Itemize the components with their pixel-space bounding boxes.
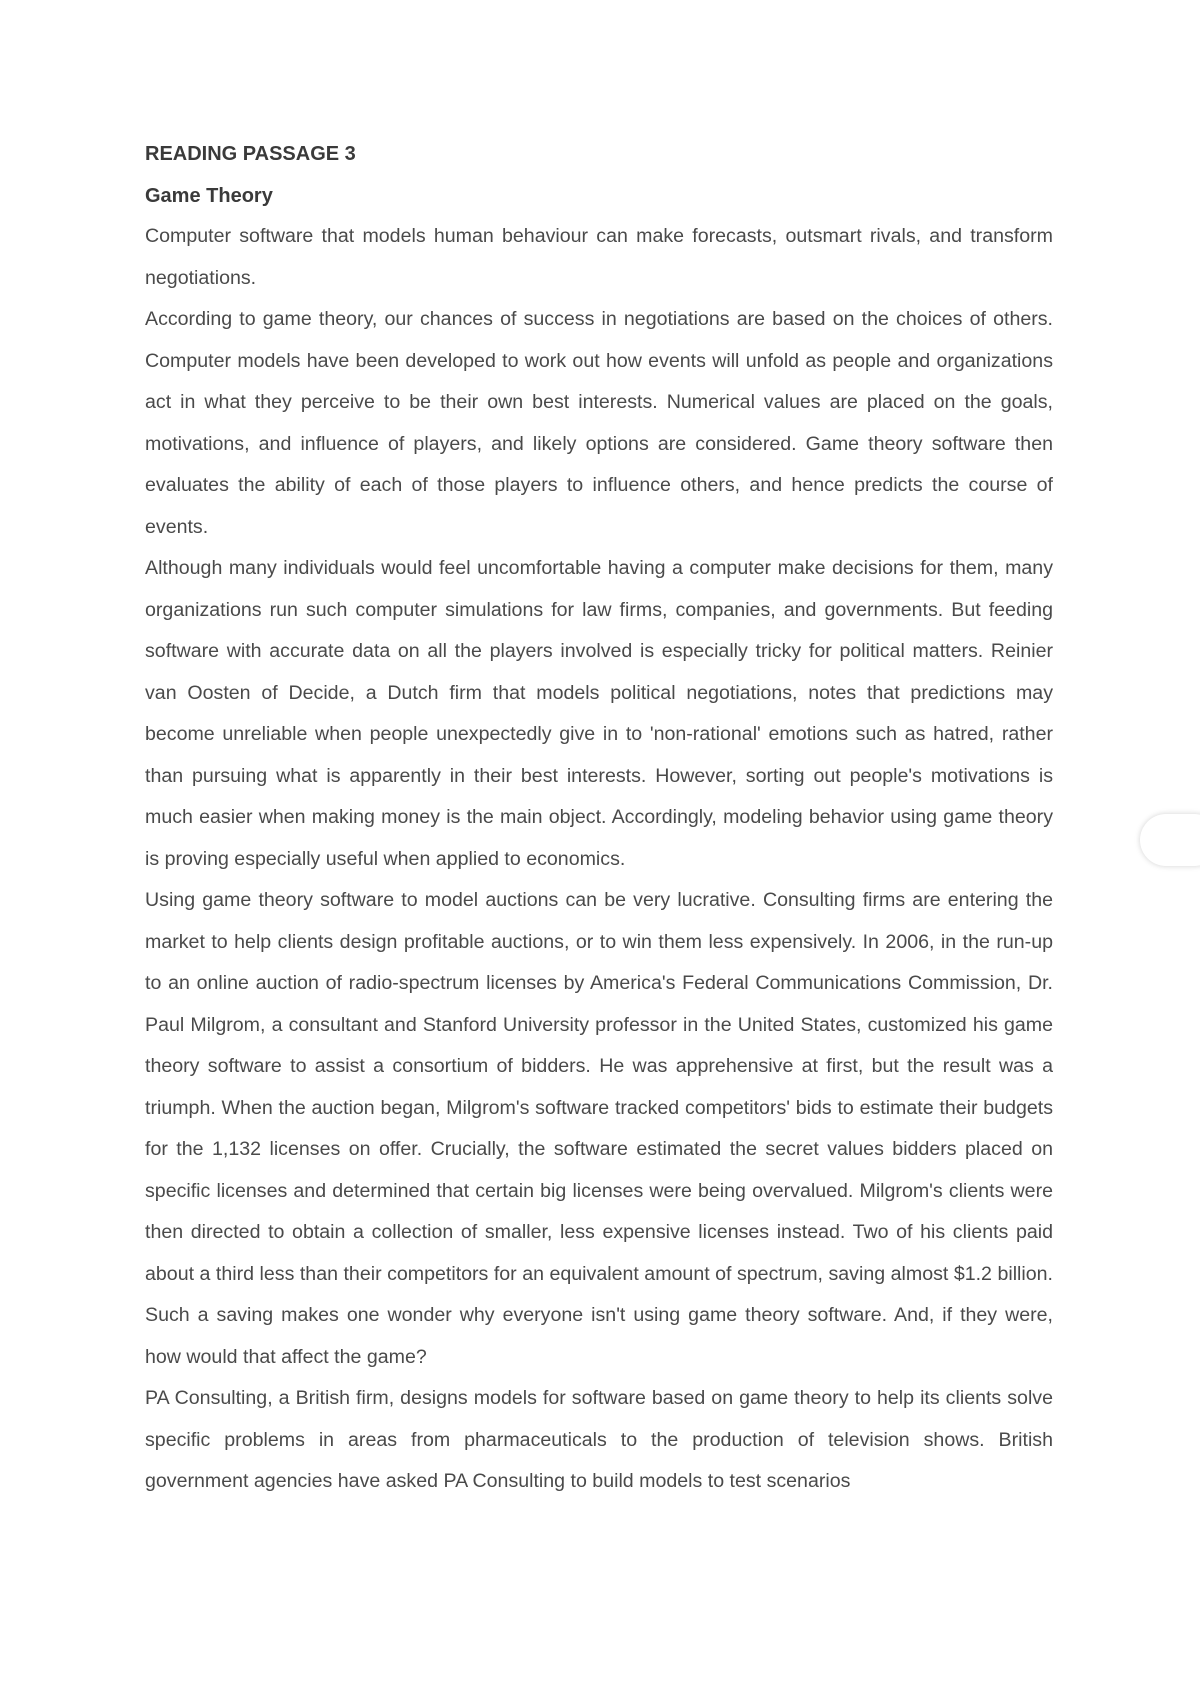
paragraph-intro: Computer software that models human behaviour can make forecasts, outsmart rivals, and transform negotiations. [145,225,1053,289]
document-page [145,140,1053,1503]
passage-title: Game Theory [145,185,273,207]
side-panel-handle[interactable] [1140,814,1200,866]
paragraph-3: Using game theory software to model auctions can be very lucrative. Consulting firms are entering the market to help clients design profitable auctions, or to win them less expensively. In 2006, in the run-up to an online auction of radio-spectrum licenses by America's Federal Communications Commission, Dr. Paul Milgrom, a consultant and Stanford University professor in the United States, customized his game theory software to assist a consortium of bidders. He was apprehensive at first, but the result was a triumph. When the auction began, Milgrom's software tracked competitors' bids to estimate their budgets for the 1,132 licenses on offer. Crucially, the software estimated the secret values bidders placed on specific licenses and determined that certain big licenses were being overvalued. Milgrom's clients were then directed to obtain a collection of smaller, less expensive licenses instead. Two of his clients paid about a third less than their competitors for an equivalent amount of spectrum, saving almost $1.2 billion. Such a saving makes one wonder why everyone isn't using game theory software. And, if they were, how would that affect the game? [145,889,1053,1368]
paragraph-4: PA Consulting, a British firm, designs models for software based on game theory to help its clients solve specific problems in areas from pharmaceuticals to the production of television shows. British government agencies have asked PA Consulting to build models to test scenarios [145,1387,1053,1492]
paragraph-1: According to game theory, our chances of success in negotiations are based on the choices of others. Computer models have been developed to work out how events will unfold as people and organizations act in what they perceive to be their own best interests. Numerical values are placed on the goals, motivations, and influence of players, and likely options are considered. Game theory software then evaluates the ability of each of those players to influence others, and hence predicts the course of events. [145,308,1053,538]
passage-label: READING PASSAGE 3 [145,143,356,165]
paragraph-2: Although many individuals would feel uncomfortable having a computer make decisions for them, many organizations run such computer simulations for law firms, companies, and governments. But feeding software with accurate data on all the players involved is especially tricky for political matters. Reinier van Oosten of Decide, a Dutch firm that models political negotiations, notes that predictions may become unreliable when people unexpectedly give in to 'non-rational' emotions such as hatred, rather than pursuing what is apparently in their best interests. However, sorting out people's motivations is much easier when making money is the main object. Accordingly, modeling behavior using game theory is proving especially useful when applied to economics. [145,557,1053,870]
